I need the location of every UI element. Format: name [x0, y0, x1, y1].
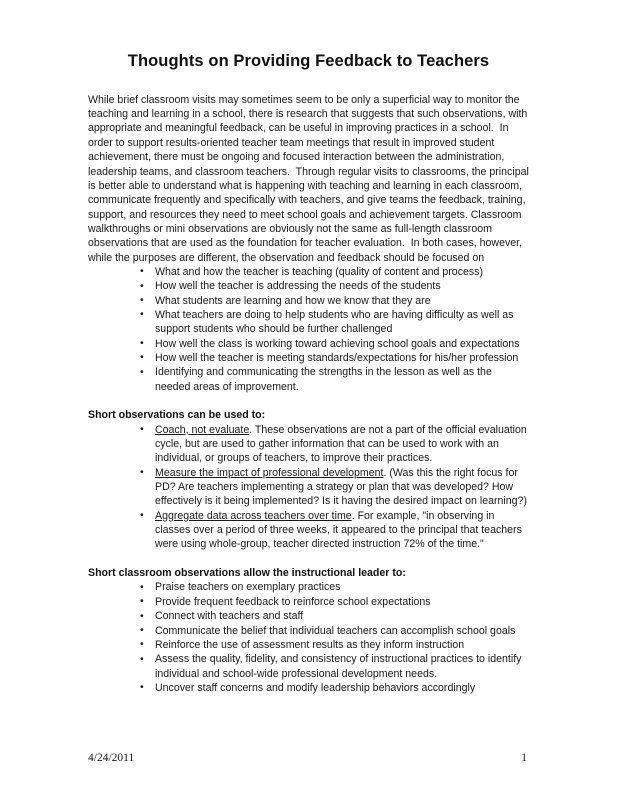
list-item-text: • Provide frequent feedback to reinforce school expectations [155, 595, 431, 608]
list-item-text: • Praise teachers on exemplary practices [155, 581, 341, 594]
list-item-text: • Reinforce the use of assessment results as they inform instruction [155, 638, 465, 651]
list-item-text [155, 466, 529, 509]
list-item [140, 337, 529, 351]
section-heading-instructional-leader: Short classroom observations allow the instructional leader to: [88, 567, 406, 580]
list-item-text: • How well the teacher is addressing the needs of the students [155, 280, 441, 293]
list-item-lead: Measure the impact of professional development [155, 466, 384, 479]
intro-paragraph: While brief classroom visits may sometimes seem to be only a superficial way to monitor the teaching and learning in a school, there is research that suggests that such observations, with appropriate and meaningful feedback, can be useful in improving practices in a school. In order to support results-oriented teacher team meetings that result in improved student achievement, there must be ongoing and focused interaction between the administration, leadership teams, and classroom teachers. Through regular visits to classrooms, the principal is better able to understand what is happening with teaching and learning in each classroom, communicate frequently and specifically with teachers, and give teams the feedback, training, support, and resources they need to meet school goals and achievement targets. Classroom walkthroughs or mini observations are obviously not the same as full-length classroom observations that are used as the foundation for teacher evaluation. In both cases, however, while the purposes are different, the observation and feedback should be focused on [88, 93, 532, 264]
list-item [140, 423, 529, 466]
list-item-text [155, 509, 529, 552]
list-item-text: • Identifying and communicating the strengths in the lesson as well as the needed areas of improvement. [155, 366, 492, 393]
list-item-text: • Connect with teachers and staff [155, 610, 304, 623]
list-item [140, 265, 529, 279]
list-item-text: • How well the class is working toward achieving school goals and expectations [155, 337, 520, 350]
list-item-rest: . (Was this the right focus for PD? Are teachers implementing a strategy or plan that was developed? How effectively is it being implemented? Is it having the desired impact on learning?) [155, 466, 527, 508]
list-item [140, 308, 529, 337]
list-item [140, 638, 529, 652]
list-item [140, 609, 529, 623]
list-item [140, 279, 529, 293]
list-item-text: • What and how the teacher is teaching (quality of content and process) [155, 265, 484, 278]
list-item-text: • What teachers are doing to help students who are having difficulty as well as support students who should be further challenged [155, 308, 514, 336]
list-item [140, 652, 529, 681]
list-item [140, 509, 529, 552]
section-spacer [88, 552, 529, 566]
list-item-text: • What students are learning and how we know that they are [155, 294, 431, 307]
list-item-lead: Aggregate data across teachers over time [155, 509, 352, 522]
list-item [140, 595, 529, 609]
footer-page-number: 1 [521, 752, 527, 764]
list-item-text [155, 423, 529, 466]
list-item-text: • Uncover staff concerns and modify leadership behaviors accordingly [155, 681, 476, 694]
list-item [140, 681, 529, 695]
page-footer [88, 752, 529, 764]
list-item [140, 466, 529, 509]
list-item-text: • Communicate the belief that individual teachers can accomplish school goals [155, 624, 516, 637]
footer-date: 4/24/2011 [88, 752, 135, 764]
section-spacer [88, 394, 529, 408]
list-item [140, 624, 529, 638]
list-item-rest: . These observations are not a part of the official evaluation cycle, but are used to gather information that can be used to work with an individual, or groups of teachers, to improve their practices. [155, 423, 527, 465]
short-observations-bullet-list [88, 423, 529, 552]
section-heading-short-observations: Short observations can be used to: [88, 409, 266, 422]
list-item-text: • How well the teacher is meeting standards/expectations for his/her profession [155, 351, 519, 364]
list-item-rest: . For example, "in observing in classes over a period of three weeks, it appeared to the principal that teachers were using whole-group, teacher directed instruction 72% of the time." [155, 509, 522, 551]
list-item [140, 351, 529, 365]
list-item-text: • Assess the quality, fidelity, and consistency of instructional practices to identify individual and school-wide professional development needs. [155, 653, 522, 680]
list-item [140, 365, 529, 394]
instructional-leader-bullet-list [88, 580, 529, 695]
list-item [140, 294, 529, 308]
document-body [88, 52, 532, 695]
page-title: Thoughts on Providing Feedback to Teachers [127, 52, 490, 70]
focus-bullet-list [88, 265, 529, 394]
list-item [140, 580, 529, 594]
list-item-lead: Coach, not evaluate [155, 423, 250, 436]
